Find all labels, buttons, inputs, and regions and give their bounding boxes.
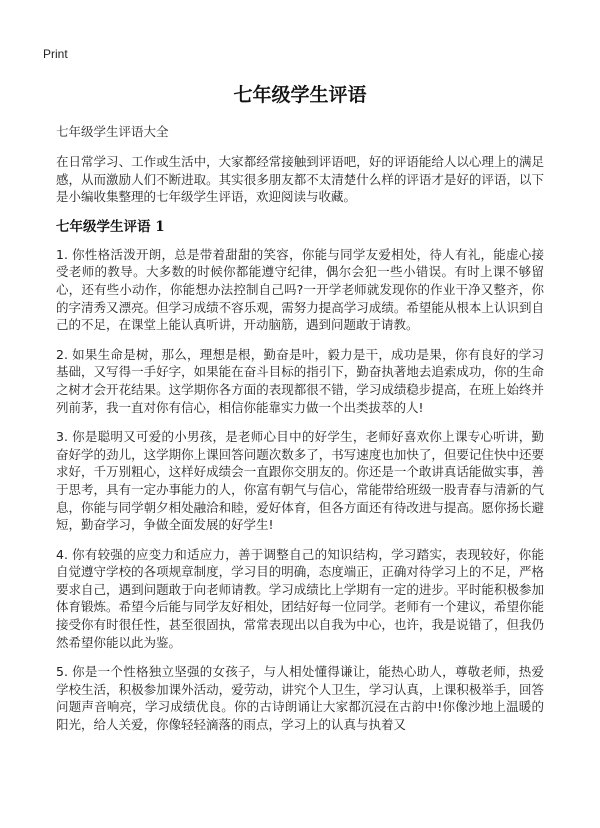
comment-paragraph-1: 1. 你性格活泼开朗，总是带着甜甜的笑容，你能与同学友爱相处，待人有礼，能虚心接受老师的教导。大多数的时候你都能遵守纪律，偶尔会犯一些小错误。有时上课不够留心，还有些小动作，你能想办法控制自己吗?一开学老师就发现你的作业干净又整齐，你的字清秀又漂亮。但学习成绩不容乐观，需努力提高学习成绩。希望能从根本上认识到自己的不足，在课堂上能认真听讲，开动脑筋，遇到问题敢于请教。 (56, 246, 544, 333)
document-title: 七年级学生评语 (233, 84, 367, 106)
comment-paragraph-3: 3. 你是聪明又可爱的小男孩，是老师心目中的好学生，老师好喜欢你上课专心听讲，勤奋好学的劲儿，这学期你上课回答问题次数多了，书写速度也加快了，但要记住快中还要求好，千万别粗心，这样好成绩会一直跟你交朋友的。你还是一个敢讲真话能做实事，善于思考，具有一定办事能力的人，你富有朝气与信心，常能带给班级一股青春与清新的气息，你能与同学朝夕相处融洽和睦，爱好体育，但各方面还有待改进与提高。愿你扬长避短，勤奋学习，争做全面发展的好学生! (56, 429, 544, 533)
section-heading: 七年级学生评语 1 (56, 218, 165, 235)
comment-paragraph-4: 4. 你有较强的应变力和适应力，善于调整自己的知识结构，学习踏实，表现较好，你能自觉遵守学校的各项规章制度，学习目的明确，态度端正，正确对待学习上的不足，严格要求自己，遇到问题敢于向老师请教。学习成绩比上学期有一定的进步。平时能积极参加体育锻炼。希望今后能与同学友好相处，团结好每一位同学。老师有一个建议，希望你能接受你有时很任性，甚至很固执，常常表现出以自我为中心，也许，我是说错了，但我仍然希望你能以此为鉴。 (56, 546, 544, 650)
comment-paragraph-2: 2. 如果生命是树，那么，理想是根，勤奋是叶，毅力是干，成功是果，你有良好的学习基础，又写得一手好字，如果能在奋斗目标的指引下，勤奋执著地去追索成功，你的生命之树才会开花结果。这学期你各方面的表现都很不错，学习成绩稳步提高，在班上始终并列前茅，我一直对你有信心，相信你能靠实力做一个出类拔萃的人! (56, 346, 544, 415)
comment-paragraph-5: 5. 你是一个性格独立坚强的女孩子，与人相处懂得谦让，能热心助人，尊敬老师，热爱学校生活，积极参加课外活动，爱劳动，讲究个人卫生，学习认真，上课积极举手，回答问题声音响亮，学习成绩优良。你的古诗朗诵让大家都沉浸在古韵中!你像沙地上温暖的阳光，给人关爱，你像轻轻滴落的雨点，学习上的认真与执着又 (56, 664, 544, 733)
document-subtitle: 七年级学生评语大全 (56, 124, 169, 139)
print-link[interactable]: Print (43, 47, 68, 61)
intro-paragraph: 在日常学习、工作或生活中，大家都经常接触到评语吧，好的评语能给人以心理上的满足感，从而激励人们不断进取。其实很多朋友都不太清楚什么样的评语才是好的评语，以下是小编收集整理的七年级学生评语，欢迎阅读与收藏。 (56, 154, 544, 205)
document-body (56, 123, 544, 746)
